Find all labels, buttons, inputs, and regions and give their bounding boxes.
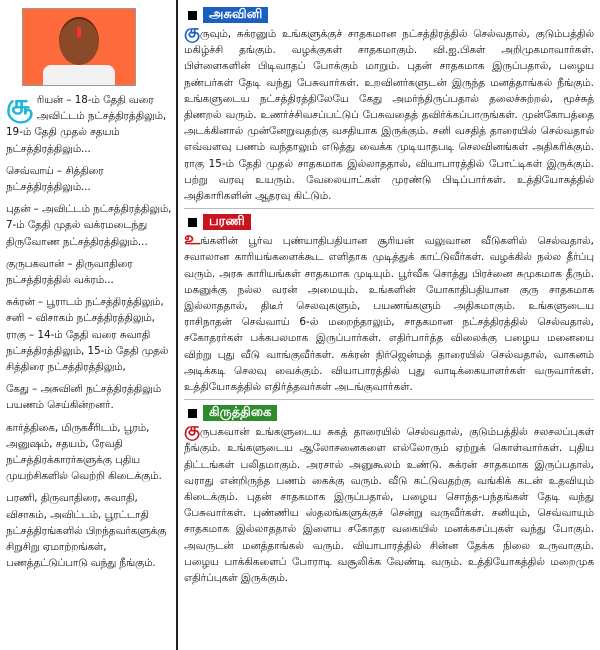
section-header-kiruthigai [184,404,594,422]
square-bullet-icon [188,218,197,227]
section-dropcap: கு [184,21,200,42]
left-para-3: புதன் – அவிட்டம் நட்சத்திரத்திலும், 7-ம் தேதி முதல் வக்ரமடைந்து திருவோண நட்சத்திரத்திலும்... [6,203,172,248]
section-divider [184,399,594,400]
shirt-shape [43,65,115,85]
section-title: அசுவினி [203,7,268,23]
astrologer-photo [22,8,136,86]
right-column [184,6,594,586]
left-para-2: செவ்வாய் – சித்திரை நட்சத்திரத்திலும்... [6,164,104,194]
section-body: ருவும், சுக்ரனும் உங்களுக்குச் சாதகமான நட்சத்திரத்தில் செல்வதால், குடும்பத்தில் மகிழ்ச்சி தங்கும். வழக்குகள் சாதகமாகும். வி.ஐ.பிகள் அறிமுகமாவார்கள். பிள்ளைகளின் பிடிவாதப் போக்கும் மாறும். புதன் சாதகமாக இருப்பதால், பழைய நண்பர்கள் தேடி வந்து பேசுவார்கள். உறவினர்களுடன் இருந்த மனத்தாங்கல் நீங்கும். உங்களுடைய நட்சத்திரத்திலேயே கேது அமர்ந்திருப்பதால் தலைச்சுற்றல், மூச்சுத் திணறல் வரும். உணர்ச்சிவசப்பட்டுப் பேசுவதைத் தவிர்க்கப்பாருங்கள். முன்கோபத்தை அடக்கினால் முன்னேறுவதற்கு வசதியாக இருக்கும். சனி வசதித் தாரையில் செல்வதால் எவ்வளவு பணம் வந்தாலும் எடுத்து வைக்க முடியாதபடி செலவினங்கள் அதிகரிக்கும். ராகு 15-ம் தேதி முதல் சாதகமாக இல்லாததால், வியாபாரத்தில் போட்டிகள் இருக்கும். பற்று வரவு உயரும். வேலையாட்கள் முரண்டு பிடிப்பார்கள். உத்தியோகத்தில் அதிகாரிகளின் ஆதரவு கிட்டும். [184,28,594,203]
section-text [184,228,594,395]
left-para-6: கேது – அசுவினி நட்சத்திரத்திலும் பயணம் செய்கின்றனர். [6,383,161,412]
section-title: கிருத்திகை [203,405,277,421]
tilak-mark [77,27,81,37]
section-title: பரணி [203,214,251,230]
left-para-1 [6,88,174,157]
left-dropcap: சூ [6,88,33,121]
section-dropcap: கு [184,419,200,441]
section-header-asuvini [184,6,594,24]
section-body: ங்களின் பூர்வ புண்யாதிபதியான சூரியன் வலுவான வீடுகளில் செல்வதால், சவாலான காரியங்களைக்கூட எளிதாக முடித்துக் காட்டுவீர்கள். வழக்கில் நல்ல தீர்ப்பு வரும். அரசு காரியங்கள் சாதகமாக முடியும். பூர்வீக சொத்து பிரச்னை சுமுகமாக தீரும். மகனுக்கு நல்ல வரன் அமையும். உங்களின் யோகாதிபதியான குரு சாதகமாக இல்லாததால், திடீர் செலவுகளும், பயணங்களும் அதிகமாகும். உங்களுடைய ராசிநாதன் செவ்வாய் 6-ல் மறைந்தாலும், சாதகமான நட்சத்திரத்தில் செல்வதால், சகோதரர்கள் பக்கபலமாக இருப்பார்கள். எதிர்பார்த்த விலைக்கு பழைய மனையை விற்று புது வீடு வாங்குவீர்கள். சுக்ரன் நிர்ஜென்மத் தாரையில் செல்வதால், வாகனம் அடிக்கடி செலவு வைக்கும். வியாபாரத்தில் புது வாடிக்கையாளர்கள் வருவார்கள். உத்தியோகத்தில் எதிர்த்தவர்கள் அடங்குவார்கள். [184,235,594,394]
left-para-7: கார்த்திகை, மிருகசீரிடம், பூரம், அனுஷம், சதயம், ரேவதி நட்சத்திரக்காரர்களுக்கு புதிய முயற்சிகளில் வெற்றி கிடைக்கும். [6,421,162,483]
left-para-1-text: ரியன் – 18-ம் தேதி வரை அவிட்டம் நட்சத்திரத்திலும், 19-ம் தேதி முதல் சதயம் நட்சத்திரத்திலும்... [6,94,167,155]
section-text [184,419,594,586]
left-para-4: குருபகவான் – திருவாதிரை நட்சத்திரத்தில் வக்ரம்... [6,257,133,287]
section-header-barani [184,213,594,231]
square-bullet-icon [188,11,197,20]
section-body: ருபகவான் உங்களுடைய சுகத் தாரையில் செல்வதால், குடும்பத்தில் சலசலப்புகள் நீங்கும். உங்களுடைய ஆலோசனைகளை எல்லோரும் ஏற்றுக் கொள்வார்கள். புதிய திட்டங்கள் பலிதமாகும். அரசால் அனுகூலம் உண்டு. சுக்ரன் சாதகமாக இருப்பதால், வராது என்றிருந்த பணம் கைக்கு வரும். வீடு கட்டுவதற்கு வங்கிக் கடன் உதவியும் கிடைக்கும். புதன் சாதகமாக இருப்பதால், பழைய சொந்த-பந்தங்கள் தேடி வந்து பேசுவார்கள். புண்ணிய ஸ்தலங்களுக்குச் சென்று வருவீர்கள். சனியும், செவ்வாயும் சாதகமாக இல்லாததால் இளைய சகோதர வகையில் மனக்கசப்புகள் வந்து போகும். அவருடன் மனத்தாங்கல் வரும். வியாபாரத்தில் சின்ன தேக்க நிலை உருவாகும். பழைய பாக்கிகளைப் போராடி வசூலிக்க வேண்டி வரும். உத்தியோகத்தில் மறைமுக எதிர்ப்புகள் இருக்கும். [184,426,594,585]
face-shape [59,17,99,65]
section-divider [184,208,594,209]
section-barani [184,228,594,395]
planet-positions-text [6,88,174,577]
square-bullet-icon [188,409,197,418]
left-para-5: சுக்ரன் – பூராடம் நட்சத்திரத்திலும், சனி – விசாகம் நட்சத்திரத்திலும், ராகு – 14-ம் தேதி வரை சுவாதி நட்சத்திரத்திலும், 15-ம் தேதி முதல் சித்திரை நட்சத்திரத்திலும், [6,296,169,374]
section-text [184,21,594,204]
left-column [0,0,178,650]
left-para-8: பரணி, திருவாதிரை, சுவாதி, விசாகம், அவிட்டம், பூரட்டாதி நட்சத்திரங்களில் பிறந்தவர்களுக்கு சிறுசிறு ஏமாற்றங்கள், பணத்தட்டுப்பாடு வந்து நீங்கும். [6,492,167,570]
section-kiruthigai [184,419,594,586]
section-dropcap: உ [184,228,201,250]
section-asuvini [184,21,594,204]
